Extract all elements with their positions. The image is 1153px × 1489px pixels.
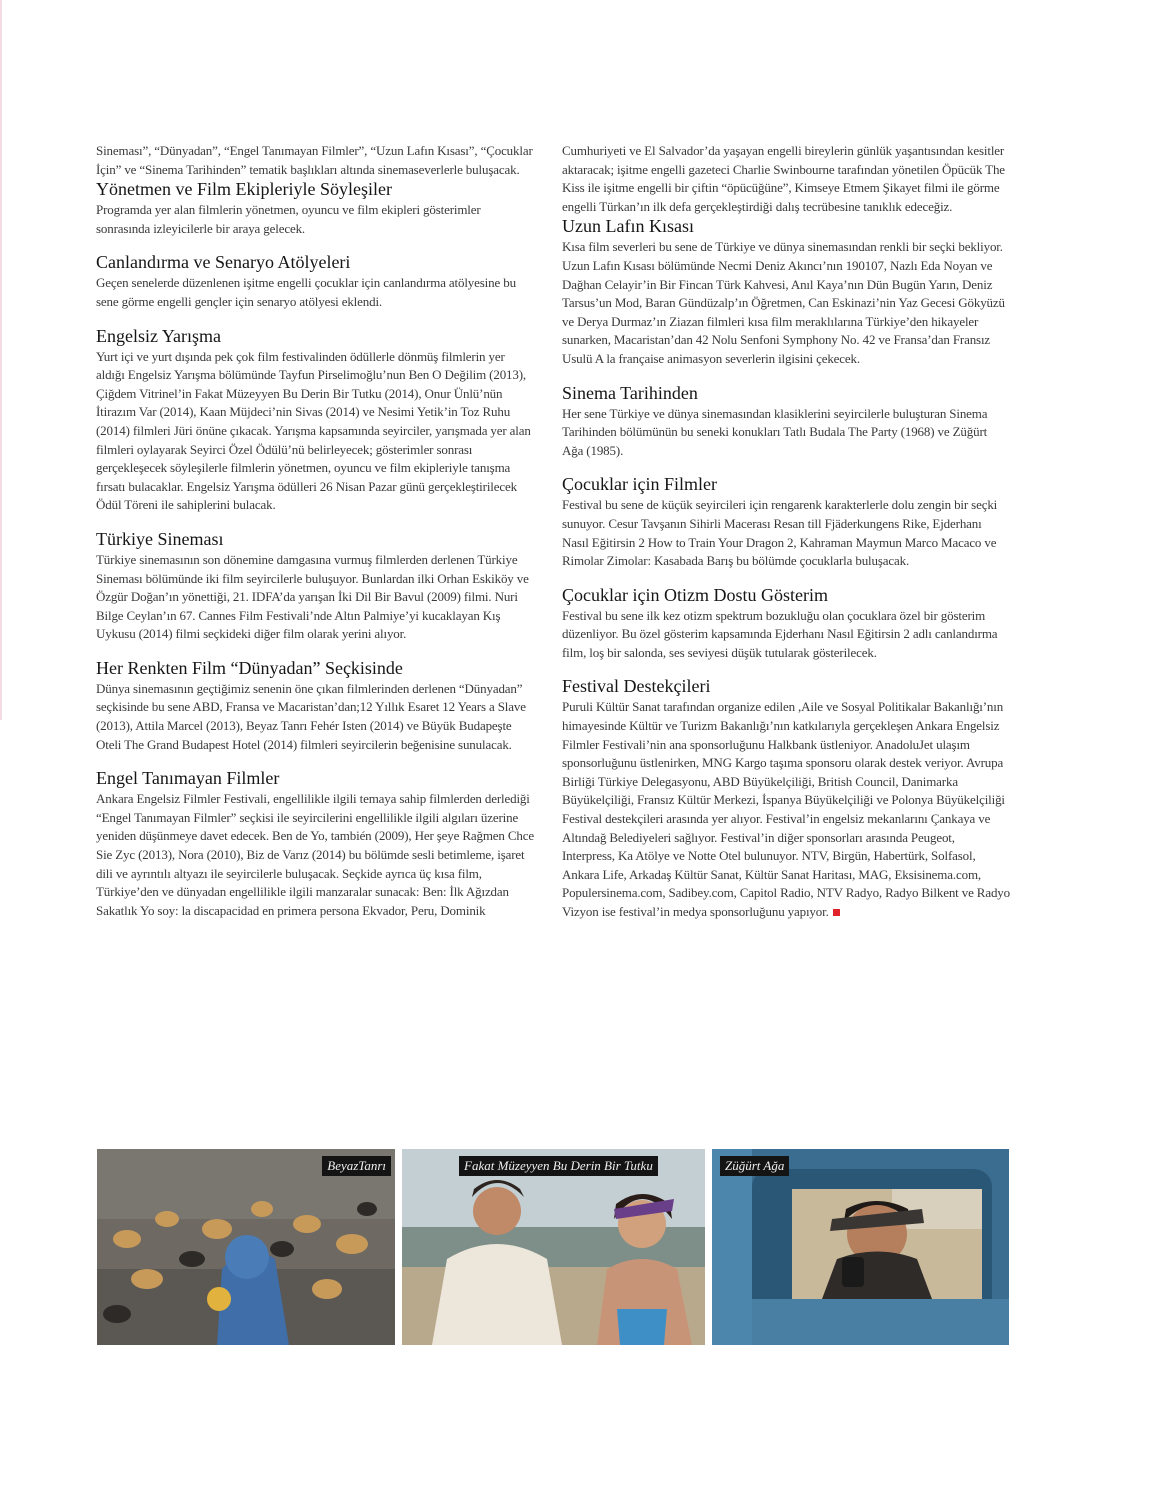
section-body: Festival bu sene de küçük seyircileri için rengarenk karakterlerle dolu zengin bir seçki sunuyor. Cesur Tavşanın Sihirli Macerası Resan till Fjäderkungens Rike, Ejderhanı Nasıl Eğitirsin 2 How to Train Your Dragon 2, Kahraman Maymun Marco Macaco ve Rimolar Zimolar: Kasabada Barış bu bölümde çocuklarla buluşacak. bbox=[562, 497, 998, 569]
left-intro-paragraph: Sineması”, “Dünyadan”, “Engel Tanımayan Filmler”, “Uzun Lafın Kısası”, “Çocuklar İçin” ve “Sinema Tarihinden” tematik başlıkları altında sinemaseverlerle buluşacak. bbox=[96, 143, 533, 177]
section-body: Her sene Türkiye ve dünya sinemasından klasiklerini seyircilerle buluşturan Sinema Tarihinden bölümünün bu seneki konukları Tatlı Budala The Party (1968) ve Züğürt Ağa (1985). bbox=[562, 405, 988, 458]
section-body bbox=[562, 698, 1010, 921]
section-body: Programda yer alan filmlerin yönetmen, oyuncu ve film ekipleri gösterimler sonrasında izleyicilerle bir araya gelecek. bbox=[96, 202, 481, 236]
photo-zugurt-aga-image bbox=[712, 1149, 1009, 1345]
section-engelsiz-yarisma bbox=[96, 326, 536, 515]
section-title: Çocuklar için Filmler bbox=[562, 474, 717, 495]
section-body: Kısa film severleri bu sene de Türkiye ve dünya sinemasından renkli bir seçki bekliyor. Uzun Lafın Kısası bölümünde Necmi Deniz Akıncı’nın 190107, Nazlı Eda Noyan ve Dağhan Celayir’in Bir Fincan Türk Kahvesi, Anıl Kaya’nın Dün Bugün Yarın, Deniz Tarsus’un Mod, Baran Gündüzalp’ın Öğretmen, Can Eskinazi’nin Yaz Gecesi Gökyüzü ve Derya Durmaz’ın Ziazan filmleri kısa film meraklılarına Türkiye’den hikayeler sunarken, Macaristan’dan 42 Nolu Senfoni Symphony No. 42 ve Fransa’dan Fransız Usulü A la française animasyon severlerin ilgisini çekecek. bbox=[562, 239, 1005, 366]
section-soylesiler bbox=[96, 179, 536, 238]
section-body: Festival bu sene ilk kez otizm spektrum bozukluğu olan çocuklara özel bir gösterim düzenliyor. Bu özel gösterim kapsamında Ejderhanı Nasıl Eğitirsin 2 adlı canlandırma film, loş bir salonda, ses seviyesi düşük tutularak gösterilecek. bbox=[562, 607, 998, 660]
section-title: Uzun Lafın Kısası bbox=[562, 216, 694, 237]
photo-beyaz-tanri-image bbox=[97, 1149, 395, 1345]
section-turkiye-sinemasi bbox=[96, 529, 536, 644]
section-title: Canlandırma ve Senaryo Atölyeleri bbox=[96, 252, 351, 273]
photo-beyaz-tanri bbox=[97, 1149, 395, 1345]
section-title: Engel Tanımayan Filmler bbox=[96, 768, 280, 789]
photo-caption: BeyazTanrı bbox=[322, 1156, 391, 1176]
section-title: Yönetmen ve Film Ekipleriyle Söyleşiler bbox=[96, 179, 392, 200]
section-body-text: Puruli Kültür Sanat tarafından organize edilen ,Aile ve Sosyal Politikalar Bakanlığı’nın himayesinde Kültür ve Turizm Bakanlığı’nın katkılarıyla gerçekleşen Ankara Engelsiz Filmler Festivali’nin ana sponsorluğunu Halkbank üstleniyor. AnadoluJet ulaşım sponsorluğunu üstlenirken, MNG Kargo taşıma sponsoru olarak destek veriyor. Avrupa Birliği Türkiye Delegasyonu, ABD Büyükelçiliği, British Council, Danimarka Büyükelçiliği, Fransız Kültür Merkezi, İspanya Büyükelçiliği ve Polonya Büyükelçiliği Festival destekçileri arasında yer alıyor. Festival’in engelsiz mekanlarını Çankaya ve Altındağ Belediyeleri sağlıyor. Festival’in diğer sponsorları arasında Peugeot, Interpress, Ka Atölye ve Notte Otel bulunuyor. NTV, Birgün, Habertürk, Solfasol, Ankara Life, Arkadaş Kültür Sanat, Kültür Sanat Haritası, MAG, Eksisinema.com, Populersinema.com, Sadibey.com, Capitol Radio, NTV Radyo, Radyo Bilkent ve Radyo Vizyon ise festival’in medya sponsorluğunu yapıyor. bbox=[562, 699, 1010, 919]
right-column bbox=[562, 142, 1010, 936]
section-festival-destekcileri bbox=[562, 676, 1010, 921]
end-of-article-mark bbox=[833, 909, 840, 916]
section-sinema-tarihinden bbox=[562, 383, 1010, 461]
photo-zugurt-aga bbox=[712, 1149, 1009, 1345]
section-body: Yurt içi ve yurt dışında pek çok film festivalinden ödüllerle dönmüş filmlerin yer aldığı Engelsiz Yarışma bölümünde Tayfun Pirselimoğlu’nun Ben O Değilim (2013), Çiğdem Vitrinel’in Fakat Müzeyyen Bu Derin Bir Tutku (2014), Onur Ünlü’nün İtirazım Var (2014), Kaan Müjdeci’nin Sivas (2014) ve Nesimi Yetik’in Toz Ruhu (2014) filmleri Jüri önüne çıkacak. Yarışma kapsamında seyirciler, yarışmada yer alan filmleri oylayarak Seyirci Özel Ödülü’nü belirleyecek; gösterimler sonrası gerçekleşecek söyleşilerle filmlerin yönetmen, oyuncu ve film ekipleriyle tanışma fırsatı bulacaklar. Engelsiz Yarışma ödülleri 26 Nisan Pazar günü gerçekleştirilecek Ödül Töreni ile sahiplerini bulacak. bbox=[96, 348, 531, 513]
left-column bbox=[96, 142, 536, 934]
photo-fakat-muzeyyen bbox=[402, 1149, 705, 1345]
section-body: Geçen senelerde düzenlenen işitme engelli çocuklar için canlandırma atölyesine bu sene görme engelli gençler için senaryo atölyesi eklendi. bbox=[96, 275, 516, 309]
section-body: Türkiye sinemasının son dönemine damgasına vurmuş filmlerden derlenen Türkiye Sineması bölümünde iki film seyircilerle buluşuyor. Bunlardan ilki Orhan Eskiköy ve Özgür Doğan’ın yönettiği, 21. IDFA’da yarışan İki Dil Bir Bavul (2009) filmi. Nuri Bilge Ceylan’ın 67. Cannes Film Festivali’nde Altın Palmiye’yi kucaklayan Kış Uykusu (2014) filmi seçkideki diğer film olarak yerini alıyor. bbox=[96, 551, 529, 642]
section-title: Türkiye Sineması bbox=[96, 528, 224, 549]
section-body: Ankara Engelsiz Filmler Festivali, engellilikle ilgili temaya sahip filmlerden derlediği “Engel Tanımayan Filmler” seçkisi ile seyircilerini engellilikle ilgili algıları üzerine yeniden düşünmeye davet edecek. Ben de Yo, también (2009), Her şeye Rağmen Chce Sie Zyc (2013), Nora (2010), Biz de Varız (2014) bu bölümde sesli betimleme, işaret dili ve ayrıntılı altyazı ile seyircilerle buluşacak. Seçkide ayrıca üç kısa film, Türkiye’den ve dünyadan engellilikle ilgili manzaralar sunacak: Ben: İlk Ağızdan Sakatlık Yo soy: la discapacidad en primera persona Ekvador, Peru, Dominik bbox=[96, 791, 534, 918]
section-body: Dünya sinemasının geçtiğimiz senenin öne çıkan filmlerinden derlenen “Dünyadan” seçkisinde bu sene ABD, Fransa ve Macaristan’dan;12 Yıllık Esaret 12 Years a Slave (2013), Attila Marcel (2013), Beyaz Tanrı Fehér Isten (2014) ve Büyük Budapeşte Oteli The Grand Budapest Hotel (2014) filmleri seyircilerin beğenisine sunulacak. bbox=[96, 680, 526, 752]
section-otizm-dostu bbox=[562, 585, 1010, 663]
photo-strip bbox=[97, 1149, 1009, 1345]
section-title: Engelsiz Yarışma bbox=[96, 325, 221, 346]
section-uzun-lafin-kisasi bbox=[562, 216, 1010, 368]
section-title: Her Renkten Film “Dünyadan” Seçkisinde bbox=[96, 657, 403, 678]
photo-caption: Züğürt Ağa bbox=[720, 1156, 789, 1176]
section-title: Festival Destekçileri bbox=[562, 676, 711, 697]
section-atolyeler bbox=[96, 252, 536, 311]
section-title: Sinema Tarihinden bbox=[562, 382, 698, 403]
photo-caption: Fakat Müzeyyen Bu Derin Bir Tutku bbox=[459, 1156, 658, 1176]
section-cocuklar-icin bbox=[562, 474, 1010, 570]
section-dunyadan bbox=[96, 658, 536, 754]
page-edge-mark bbox=[0, 0, 2, 720]
right-intro-paragraph: Cumhuriyeti ve El Salvador’da yaşayan engelli bireylerin günlük yaşantısından kesitler aktaracak; işitme engelli gazeteci Charlie Swinbourne tarafından yönetilen Öpücük The Kiss ile işitme engelli bir çiftin “öpücüğüne”, Kimseye Etmem Şikayet filmi ile görme engelli Türkan’ın ilk defa gerçekleştirdiği dalış tecrübesine tanıklık edeceğiz. bbox=[562, 143, 1005, 214]
section-title: Çocuklar için Otizm Dostu Gösterim bbox=[562, 584, 828, 605]
section-engel-tanimayan bbox=[96, 768, 536, 920]
photo-fakat-muzeyyen-image bbox=[402, 1149, 705, 1345]
